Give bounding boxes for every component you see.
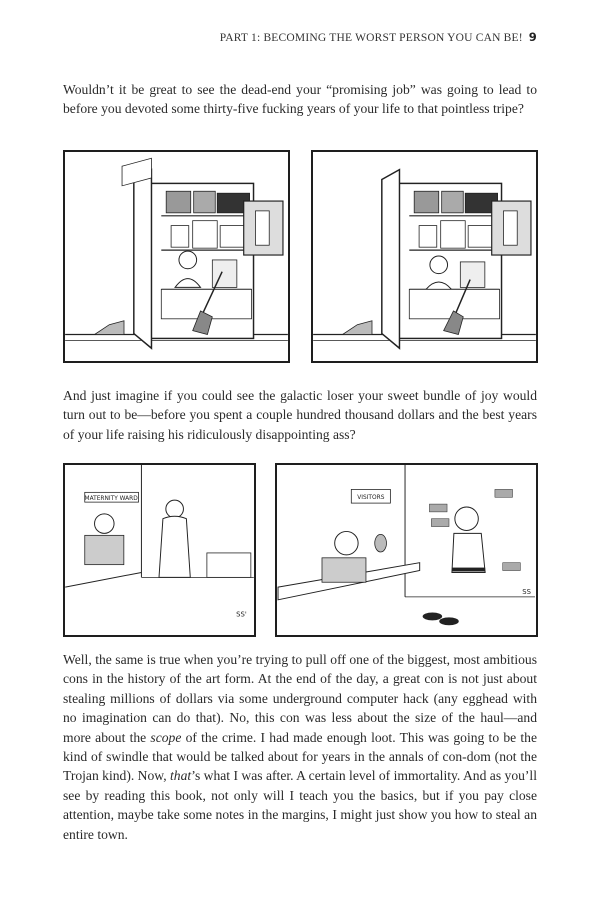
running-head [220, 30, 537, 44]
illustration-maternity-ward [63, 463, 256, 637]
closet-old-drawing [313, 152, 536, 361]
artist-signature: SS [522, 587, 531, 596]
artist-signature: SS' [236, 610, 247, 619]
closet-young-drawing [65, 152, 288, 361]
maternity-sign: MATERNITY WARD [84, 496, 138, 503]
page-number: 9 [528, 30, 537, 44]
prison-visitors-drawing [277, 465, 536, 635]
great-con-text-2: of the crime. I had made enough loot. This was going to be the kind of swindle that would be talked about for years in the annals of con-dom (not the Trojan kind). Now, [63, 729, 538, 784]
emphasis-scope: scope [150, 729, 182, 745]
illustration-closet-young [63, 150, 290, 363]
maternity-ward-drawing [65, 465, 254, 635]
illustration-closet-old [311, 150, 538, 363]
great-con-text-3: ’s what I was after. A certain level of immortality. And as you’ll see by reading this book, not only will I teach you the basics, but if you pay close attention, maybe take some notes in the margins, I might just show you how to steal an entire town. [63, 768, 537, 842]
paragraph-great-con [63, 650, 537, 844]
emphasis-that: that [170, 768, 192, 784]
paragraph-intro: Wouldn’t it be great to see the dead-end your “promising job” was going to lead to before you devoted some thirty-five fucking years of your life to that pointless tripe? [63, 82, 537, 117]
running-title: PART 1: BECOMING THE WORST PERSON YOU CAN BE! [219, 32, 523, 44]
visitors-sign: VISITORS [357, 495, 385, 502]
great-con-text-1: Well, the same is true when you’re trying to pull off one of the biggest, most ambitious cons in the history of the art form. At the end of the day, a great con is not just about stealing millions of dollars via some underground computer hack (any egghead with no imagination can do that). No, this con was less about the size of the haul—and more about the [63, 652, 537, 745]
illustration-prison-visitors [275, 463, 538, 637]
paragraph-bundle-of-joy: And just imagine if you could see the galactic loser your sweet bundle of joy would turn out to be—before you spent a couple hundred thousand dollars and the best years of your life raising his ridiculously disappointing ass? [63, 388, 537, 442]
